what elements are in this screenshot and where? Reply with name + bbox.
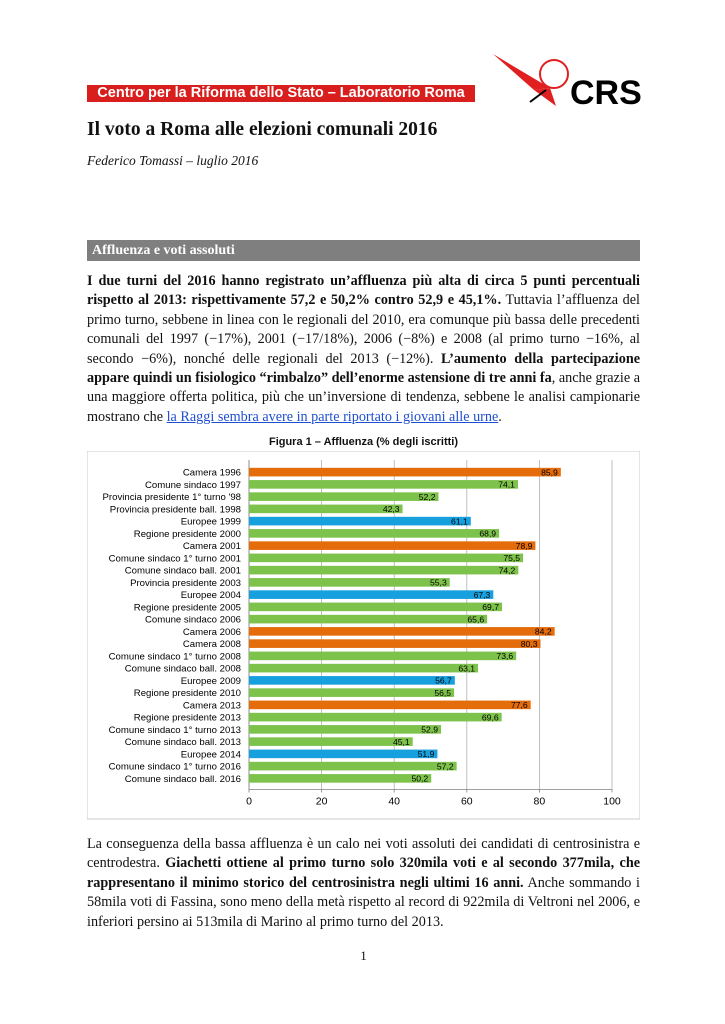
x-tick-label: 0 (246, 795, 252, 808)
bar-value-label: 56,7 (435, 675, 452, 686)
category-label: Comune sindaco 1° turno 2008 (108, 651, 241, 663)
bar (249, 505, 403, 514)
category-label: Comune sindaco 1° turno 2013 (108, 724, 241, 736)
x-tick-label: 80 (533, 795, 546, 808)
category-label: Europee 2004 (180, 590, 241, 602)
bar (249, 774, 431, 783)
bar (249, 713, 502, 722)
category-label: Regione presidente 2013 (133, 712, 241, 724)
author-line: Federico Tomassi – luglio 2016 (87, 153, 259, 168)
bar (249, 652, 516, 661)
page-number: 1 (360, 948, 367, 963)
bar (249, 517, 471, 526)
paragraph-votes-text-1: La conseguenza della bassa affluenza è un calo nei voti assoluti dei candidati di centrosinistra e centrodestra. (87, 836, 640, 872)
x-tick-label: 100 (603, 795, 621, 808)
bar-value-label: 74,1 (498, 479, 515, 490)
bar-value-label: 50,2 (411, 773, 429, 784)
bar (249, 554, 523, 563)
category-label: Comune sindaco 1997 (144, 479, 241, 491)
bar (249, 615, 487, 624)
bar-value-label: 85,9 (541, 467, 558, 478)
bar (249, 627, 555, 636)
bar-value-label: 73,6 (496, 651, 514, 662)
category-label: Camera 2008 (182, 639, 241, 651)
x-tick-label: 40 (388, 795, 401, 808)
bar (249, 492, 438, 501)
paragraph-turnout-text-1: Tuttavia l’affluenza del primo turno, sebbene in linea con le regionali del 2010, era comunque più bassa delle precedenti comunali del 1997 (−17%), 2001 (−17/18%), 2006 (−8%) e 2008 (al primo turno −16%, al secondo −6%), nonché delle regionali del 2013 (−12%). (87, 292, 641, 367)
category-label: Camera 1996 (182, 467, 241, 479)
bar-value-label: 51,9 (417, 749, 435, 760)
bar (249, 725, 441, 734)
bar (249, 603, 502, 612)
header-banner-text: Centro per la Riforma dello Stato – Laboratorio Roma (97, 85, 465, 101)
bar-value-label: 56,5 (434, 687, 452, 698)
bar (249, 737, 413, 746)
paragraph-absolute-votes (87, 835, 640, 932)
paragraph-turnout-text-3: . (498, 408, 502, 425)
bar (249, 762, 457, 771)
bar-value-label: 80,3 (520, 638, 538, 649)
bar-value-label: 77,6 (510, 700, 528, 711)
category-label: Comune sindaco 1° turno 2016 (108, 761, 241, 773)
figure-caption: Figura 1 – Affluenza (% degli iscritti) (268, 436, 459, 448)
bar (249, 541, 535, 550)
crs-logo-text: CRS (570, 74, 642, 108)
category-label: Comune sindaco ball. 2008 (124, 663, 241, 675)
bar (249, 639, 540, 648)
crs-logo (490, 52, 645, 108)
category-label: Comune sindaco 2006 (144, 614, 241, 626)
category-label: Camera 2001 (182, 541, 241, 553)
category-label: Comune sindaco ball. 2013 (124, 737, 241, 749)
document-title: Il voto a Roma alle elezioni comunali 2016 (87, 119, 438, 140)
bar (249, 701, 531, 710)
turnout-bar-chart (87, 451, 640, 821)
x-tick-label: 20 (315, 795, 328, 808)
bar-value-label: 67,3 (473, 589, 491, 600)
crs-logo-mark (493, 54, 568, 106)
category-label: Camera 2006 (182, 626, 241, 638)
bar (249, 529, 499, 538)
category-label: Europee 1999 (180, 516, 241, 528)
bar-value-label: 52,2 (418, 491, 436, 502)
section-heading: Affluenza e voti assoluti (92, 243, 235, 258)
bar-value-label: 57,2 (436, 761, 454, 772)
paragraph-turnout (87, 272, 640, 427)
x-tick-label: 60 (460, 795, 473, 808)
bar-value-label: 75,5 (503, 553, 521, 564)
paragraph-turnout-bold-1: I due turni del 2016 hanno registrato un’affluenza più alta di circa 5 punti percentuali rispetto al 2013: rispettivamente 57,2 e 50,2% contro 52,9 e 45,1%. (87, 273, 640, 309)
bar-value-label: 45,1 (392, 736, 410, 747)
category-label: Europee 2014 (180, 749, 241, 761)
category-label: Provincia presidente ball. 1998 (109, 504, 241, 516)
paragraph-turnout-text-2: , anche grazie a una maggiore offerta politica, più che un’inversione di tendenza, sebbene le analisi campionarie mostrano che (87, 370, 640, 425)
bar-value-label: 55,3 (430, 577, 447, 588)
category-label: Provincia presidente 2003 (130, 577, 241, 589)
bar-value-label: 42,3 (382, 504, 400, 515)
bar-value-label: 69,6 (481, 712, 499, 723)
paragraph-votes-text-2: Anche sommando i 58mila voti di Fassina, sono meno della metà rispetto al record di 922mila di Veltroni nel 2006, e inferiori persino ai 513mila di Marino al primo turno del 2013. (87, 874, 640, 930)
bar (249, 566, 518, 575)
category-label: Camera 2013 (182, 700, 241, 712)
paragraph-turnout-bold-2: L’aumento della partecipazione appare quindi un fisiologico “rimbalzo” dell’enorme astensione di tre anni fa (87, 350, 641, 387)
bar-value-label: 78,9 (515, 540, 533, 551)
bar-value-label: 65,6 (467, 614, 485, 625)
young-voters-link[interactable]: la Raggi sembra avere in parte riportato i giovani alle urne (166, 408, 499, 425)
bar (249, 578, 450, 587)
category-label: Regione presidente 2000 (133, 528, 241, 540)
bar (249, 750, 437, 759)
category-label: Comune sindaco 1° turno 2001 (108, 553, 241, 565)
bar-value-label: 84,2 (534, 626, 552, 637)
bar-value-label: 63,1 (458, 663, 476, 674)
bar (249, 590, 493, 599)
category-label: Comune sindaco ball. 2001 (124, 565, 241, 577)
bar-value-label: 69,7 (482, 602, 500, 613)
category-label: Regione presidente 2010 (133, 688, 241, 700)
paragraph-votes-bold-1: Giachetti ottiene al primo turno solo 320mila voti e al secondo 377mila, che rappresentano il minimo storico del centrosinistra negli ultimi 16 anni. (87, 855, 641, 891)
bar-value-label: 61,1 (451, 516, 468, 527)
bar-value-label: 52,9 (421, 724, 439, 735)
category-label: Regione presidente 2005 (133, 602, 241, 614)
bar (249, 664, 478, 673)
bar (249, 676, 455, 685)
category-label: Comune sindaco ball. 2016 (124, 773, 241, 785)
bar-value-label: 74,2 (498, 565, 516, 576)
bar (249, 688, 454, 697)
category-label: Europee 2009 (180, 675, 241, 687)
bar (249, 480, 518, 489)
category-label: Provincia presidente 1° turno '98 (102, 492, 241, 504)
bar-value-label: 68,9 (479, 528, 497, 539)
bar (249, 468, 561, 477)
